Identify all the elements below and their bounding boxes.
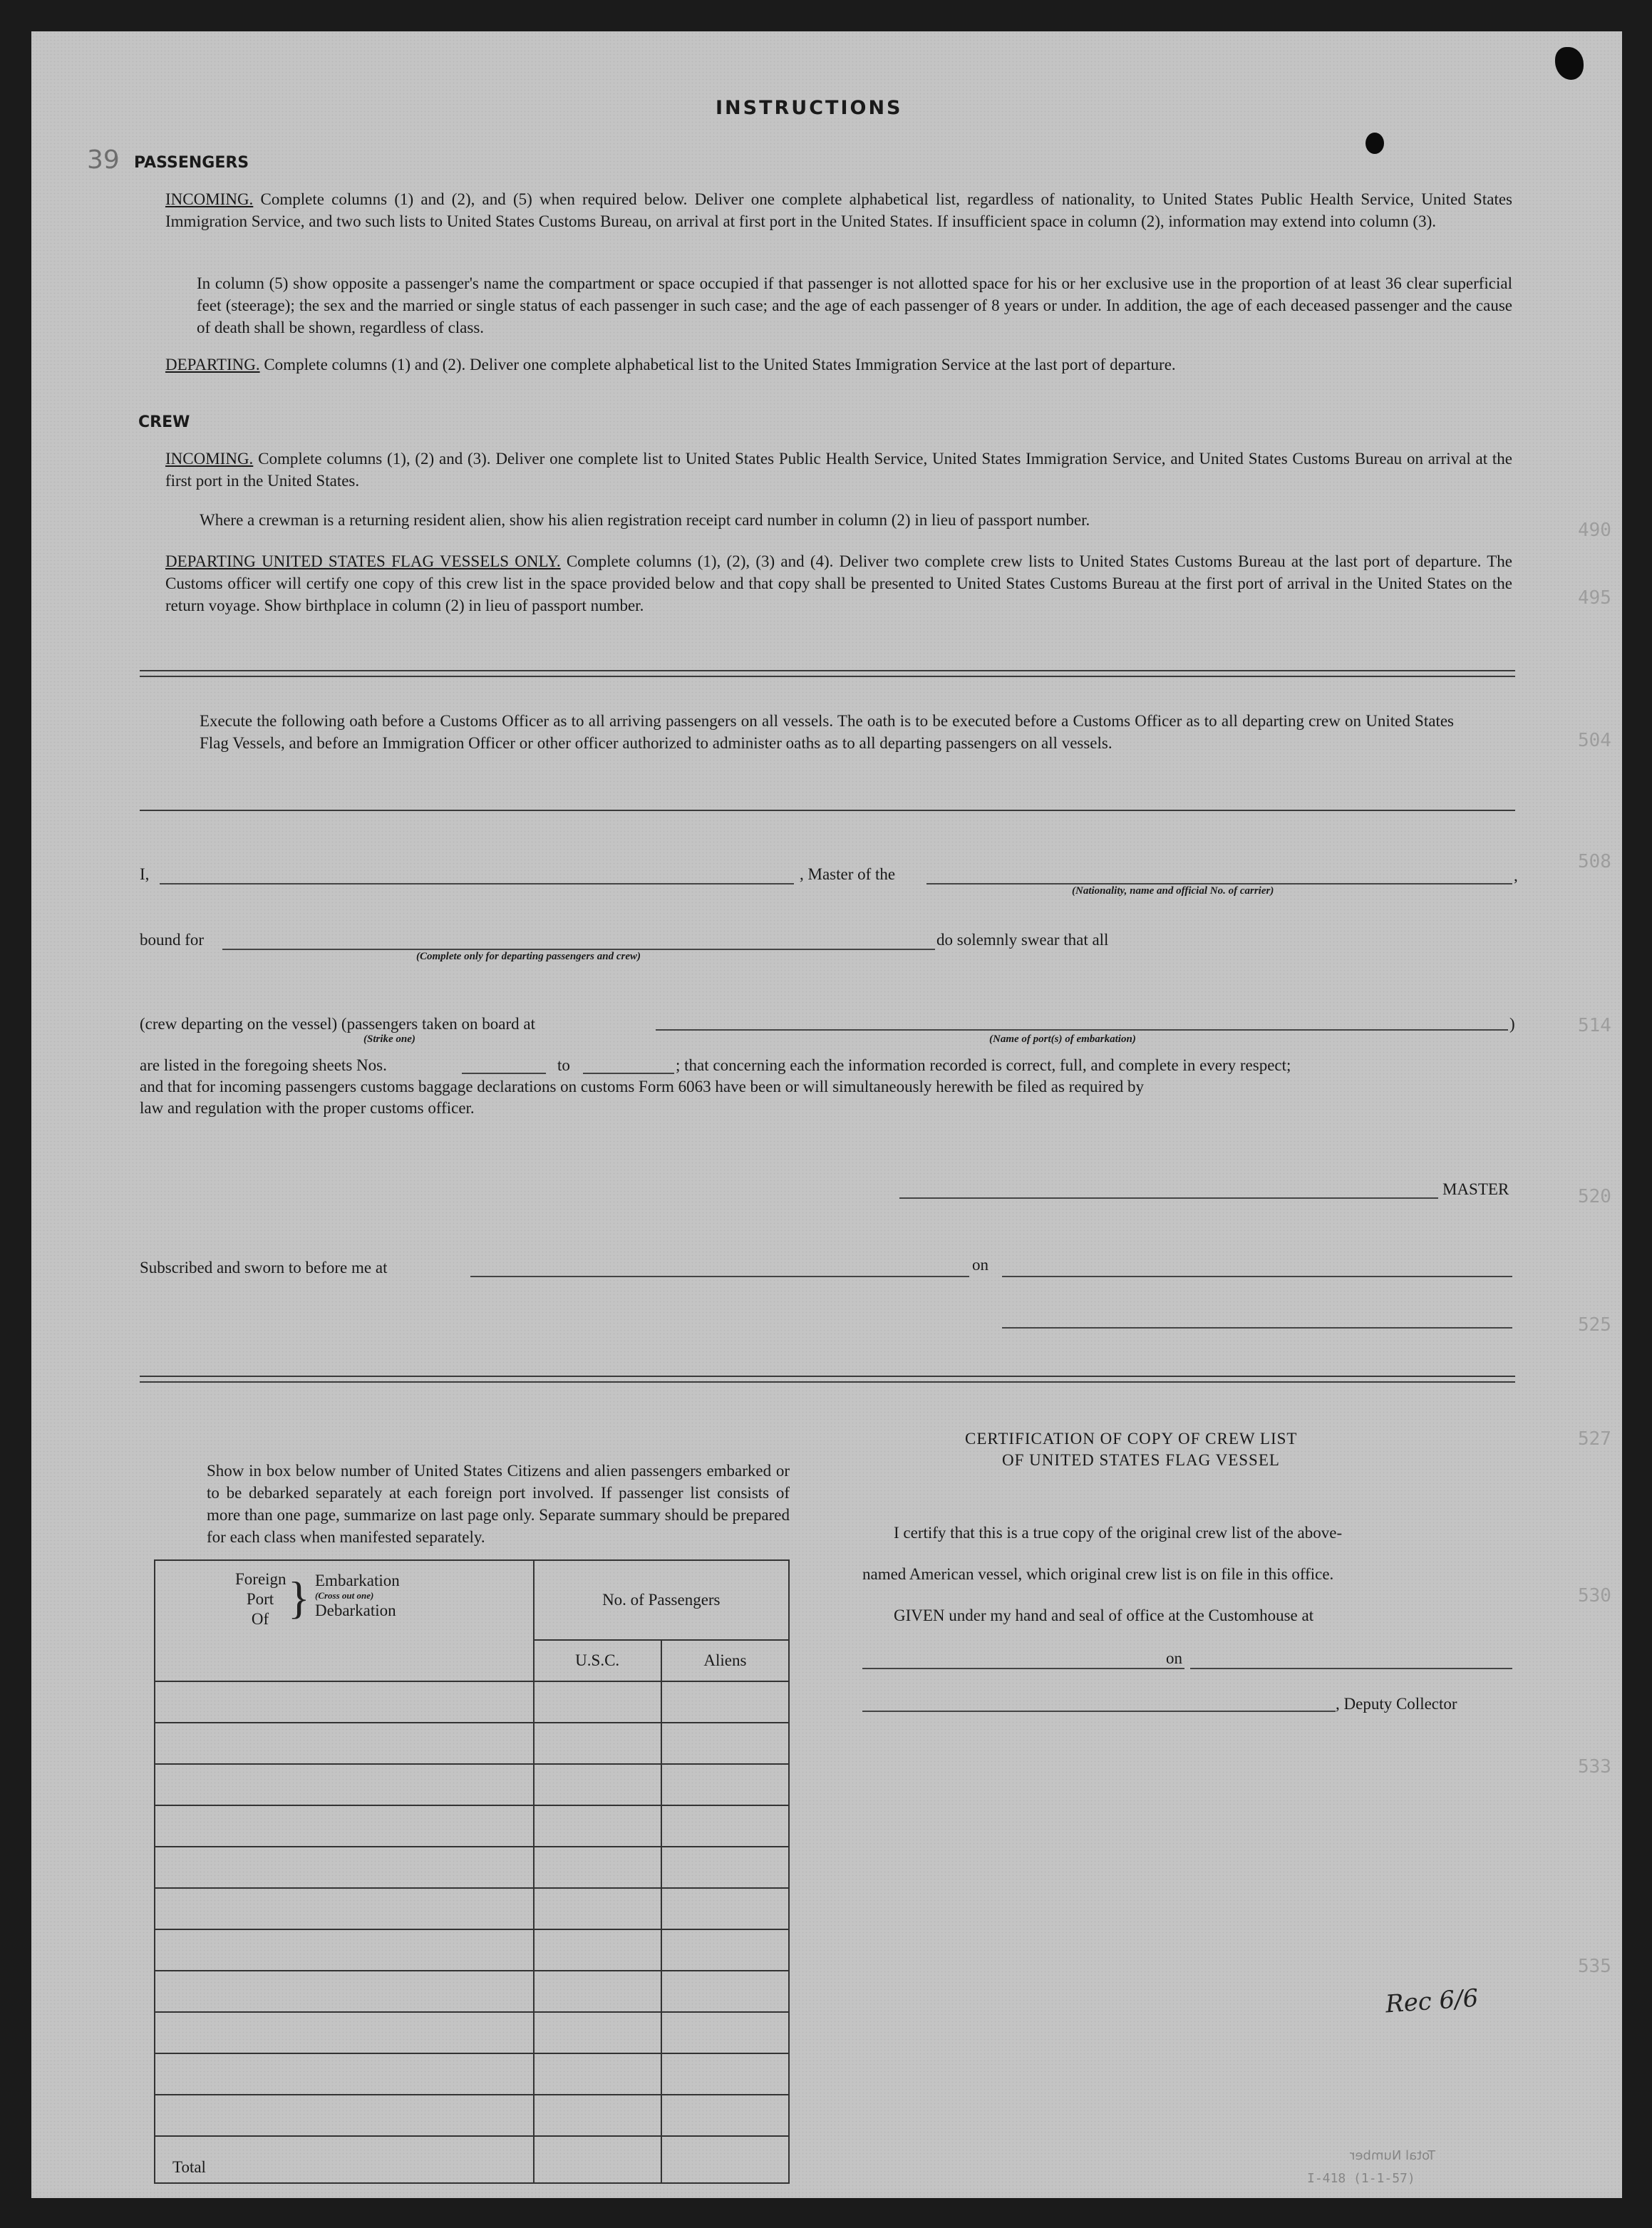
ink-blot-small [1366,133,1384,154]
crew-departing-text: Complete columns (1), (2), (3) and (4). Deliver two complete crew lists to United States Customs Bureau at the last port of departure. The Customs officer will certify one copy of this crew list in the space provided below and that copy shall be presented to United States Customs Bureau at the first port of arrival in the United States on the return voyage. Show birthplace in column (2) in lieu of passport number. [165,552,1512,614]
embarkation-port-field[interactable] [656,1029,1508,1031]
passengers-incoming-label: INCOMING. [165,190,254,208]
form-page: 490 495 504 508 514 520 525 527 530 533 535 39 INSTRUCTIONS PASSENGERS INCOMING. Complete columns (1) and (2), and (5) when required below. Deliver one complete alphabetical list, regardless of nationality, to United States Public Health Service, United States Immigration Service, and two such lists to United States Customs Bureau, on arrival at first port in the United States. If insufficient space in column (2), information may extend into column (3). In column (5) show opposite a passenger's name the compartment or space occupied if that passenger is not allotted space for his or her exclusive use in the proportion of at least 36 clear superficial feet (steerage); the sex and the married or single status of each passenger in such case; and the age of each passenger of 8 years or under. In addition, the age of each deceased passenger and the cause of death shall be shown, regardless of class. DEPARTING. Complete columns (1) and (2). Deliver one complete alphabetical list to the United States Immigration Service at the last port of departure. CREW INCOMING. Complete columns (1), (2) and (3). Deliver one complete list to United States Public Health Service, United States Immigration Service, and United States Customs Bureau on arrival at the first port in the United States. Where a crewman is a returning resident alien, show his alien registration receipt card number in column (2) in lieu of passport number. DEPARTING UNITED STATES FLAG VESSELS ONLY. Complete columns (1), (2), (3) and (4). Deliver two complete crew lists to United States Customs Bureau at the last port of departure. The Customs officer will certify one copy of this crew list in the space provided below and that copy shall be presented to United States Customs Bureau at the first port of arrival in the United States on the return voyage. Show birthplace in column (2) in lieu of passport number. Execute the following oath before a Customs Officer as to all arriving passengers on all vessels. The oath is to be executed before a Customs Officer as to all departing crew on United States Flag Vessels, and before an Immigration Officer or other officer authorized to administer oaths as to all departing passengers on all vessels. I, , Master of the , (Nationality, name and official No. of carrier) bound for (Complete only for departing passengers and crew) do solemnly swear that all (crew departing on the vessel) (passengers taken on board at ) (Strike one) (Name of port(s) of embarkation) are listed in the foregoing sheets Nos. to ; that concerning each the information recorded is correct, full, and complete in every respect; and that for incoming passengers customs baggage declarations on customs Form 6063 have been or will simultaneously herewith be filed as required by law and regulation with the proper customs officer. MASTER Subscribed and sworn to before me at on Show in box below number of United States Citizens and alien passengers embarked or to be debarked separately at each foreign port involved. If passenger list consists of more than one page, summarize on last page only. Separate summary should be prepared for each class when manifested separately. Foreign Port Of } Embarkation (Cross out one) Debarkation No. of Passengers U.S.C. Aliens Total CERTIFICATION OF COPY OF CREW LIST OF UNITED STATES FLAG VESSEL I certify that this is a true copy of the original crew list of the above- named American vessel, which original crew list is on file in this office. GIVEN under my hand and seal of office at the Customhouse at on , Deputy Collector Rec 6/6 Total Number I-418 (1-1-57) [31,31,1622,2198]
port-cell[interactable] [155,1971,534,2012]
complete-only-caption: (Complete only for departing passengers and crew) [416,951,641,962]
certification-title-1: CERTIFICATION OF COPY OF CREW LIST [965,1430,1298,1448]
aliens-cell[interactable] [661,1929,789,1971]
passengers-heading: PASSENGERS [134,154,249,172]
port-cell[interactable] [155,2095,534,2136]
usc-cell[interactable] [534,1888,661,1929]
certification-text-1: I certify that this is a true copy of the original crew list of the above- [894,1524,1343,1542]
margin-page-number: 39 [87,145,120,175]
bound-for-label: bound for [140,931,205,949]
crew-incoming-label: INCOMING. [165,450,254,468]
usc-header: U.S.C. [534,1640,661,1681]
port-cell[interactable] [155,1805,534,1847]
brace-icon: } [288,1572,310,1623]
port-cell[interactable] [155,1929,534,1971]
total-label: Total [155,2136,534,2183]
deputy-collector-label: , Deputy Collector [1336,1695,1457,1713]
certification-given: GIVEN under my hand and seal of office at the Customhouse at [894,1606,1314,1624]
passengers-departing-text: Complete columns (1) and (2). Deliver one complete alphabetical list to the United States Immigration Service at the last port of departure. [264,356,1176,373]
aliens-header: Aliens [661,1640,789,1681]
oath-i-label: I, [140,865,150,883]
passengers-departing-paragraph [165,354,1512,376]
sheets-label: are listed in the foregoing sheets Nos. [140,1056,387,1074]
carrier-field[interactable] [926,883,1512,885]
aliens-cell[interactable] [661,2095,789,2136]
usc-cell[interactable] [534,1847,661,1888]
aliens-cell[interactable] [661,1971,789,2012]
crew-heading: CREW [138,413,190,431]
passenger-summary-table [154,1559,790,2184]
separator-3 [140,1376,1515,1383]
usc-total-cell[interactable] [534,2136,661,2183]
master-signature-field[interactable] [899,1197,1438,1199]
master-of-label: , Master of the [800,865,896,883]
port-cell[interactable] [155,1681,534,1723]
strike-one-caption: (Strike one) [363,1033,415,1045]
aliens-cell[interactable] [661,2012,789,2053]
crew-departing-label: DEPARTING UNITED STATES FLAG VESSELS ONLY. [165,552,561,570]
port-header-foreign: Foreign [235,1570,286,1588]
subscribed-label: Subscribed and sworn to before me at [140,1259,388,1277]
usc-cell[interactable] [534,1929,661,1971]
close-paren: ) [1509,1015,1515,1033]
separator-1 [140,670,1515,677]
usc-cell[interactable] [534,2095,661,2136]
sworn-on-label: on [972,1256,988,1274]
passengers-column5-paragraph: In column (5) show opposite a passenger's name the compartment or space occupied if that passenger is not allotted space for his or her exclusive use in the proportion of at least 36 clear superficial feet (steerage); the sex and the married or single status of each passenger in such case; and the age of each passenger of 8 years or under. In addition, the age of each deceased passenger and the cause of death shall be shown, regardless of class. [197,274,1512,336]
crew-incoming-text: Complete columns (1), (2) and (3). Deliver one complete list to United States Public Health Service, United States Immigration Service, and United States Customs Bureau on arrival at the first port in the United States. [165,450,1513,490]
deputy-collector-field[interactable] [862,1711,1336,1712]
sworn-place-field[interactable] [470,1276,969,1277]
certification-date-field[interactable] [1190,1668,1512,1669]
handwritten-note: Rec 6/6 [1384,1984,1480,2019]
ink-blot-top-right [1555,47,1584,80]
sheets-to-label: to [557,1056,570,1074]
oath-line-2: and that for incoming passengers customs baggage declarations on customs Form 6063 have been or will simultaneously herewith be filed as required by [140,1078,1145,1095]
oath-intro: Execute the following oath before a Customs Officer as to all arriving passengers on all vessels. The oath is to be executed before a Customs Officer as to all departing crew on United States Flag Vessels, and before an Immigration Officer or other officer authorized to administer oaths as to all departing passengers on all vessels. [200,712,1454,752]
aliens-cell[interactable] [661,1847,789,1888]
nationality-caption: (Nationality, name and official No. of carrier) [1072,885,1274,897]
carrier-field-comma: , [1514,867,1518,885]
master-label: MASTER [1442,1180,1509,1198]
usc-cell[interactable] [534,1764,661,1805]
aliens-cell[interactable] [661,1764,789,1805]
usc-cell[interactable] [534,1723,661,1764]
sheet-to-field[interactable] [583,1073,674,1074]
passengers-incoming-text: Complete columns (1) and (2), and (5) when required below. Deliver one complete alphabetical list, regardless of nationality, to United States Public Health Service, United States Immigration Service, and two such lists to United States Customs Bureau, on arrival at first port in the United States. If insufficient space in column (2), information may extend into column (3). [165,190,1512,230]
embarkation-option[interactable]: Embarkation [315,1572,400,1589]
ports-caption: (Name of port(s) of embarkation) [989,1033,1136,1045]
port-header-of: Of [251,1610,269,1628]
passengers-departing-label: DEPARTING. [165,356,260,373]
certification-title-2: OF UNITED STATES FLAG VESSEL [1002,1451,1280,1469]
certification-text-2: named American vessel, which original crew list is on file in this office. [862,1565,1334,1583]
bound-for-field[interactable] [222,949,935,950]
certification-on-label: on [1166,1649,1182,1667]
port-cell[interactable] [155,1888,534,1929]
swear-label: do solemnly swear that all [936,931,1109,949]
footer-total-number: Total Number [1350,2148,1436,2163]
aliens-cell[interactable] [661,1723,789,1764]
separator-2 [140,810,1515,811]
sheet-from-field[interactable] [462,1073,546,1074]
footer-form-number: I-418 (1-1-57) [1307,2171,1415,2186]
customhouse-field[interactable] [862,1668,1184,1669]
usc-cell[interactable] [534,1971,661,2012]
sheets-continuation: ; that concerning each the information recorded is correct, full, and complete in every respect; [676,1056,1291,1074]
crew-departing-oath: (crew departing on the vessel) (passengers taken on board at [140,1015,535,1033]
aliens-cell[interactable] [661,1681,789,1723]
port-header-cell [155,1560,534,1681]
port-cell[interactable] [155,1764,534,1805]
port-cell[interactable] [155,2012,534,2053]
sworn-date-field[interactable] [1002,1276,1512,1277]
debarkation-option[interactable]: Debarkation [315,1602,396,1619]
usc-cell[interactable] [534,2053,661,2095]
cross-out-caption: (Cross out one) [315,1590,374,1601]
passengers-incoming-paragraph [165,188,1512,232]
crew-incoming-paragraph [165,448,1512,492]
no-of-passengers-header: No. of Passengers [534,1560,789,1640]
aliens-cell[interactable] [661,1805,789,1847]
usc-cell[interactable] [534,1681,661,1723]
port-cell[interactable] [155,1723,534,1764]
sworn-officer-field[interactable] [1002,1327,1512,1329]
usc-cell[interactable] [534,1805,661,1847]
aliens-cell[interactable] [661,1888,789,1929]
crew-departing-paragraph [165,550,1512,617]
port-cell[interactable] [155,2053,534,2095]
port-header-port: Port [246,1590,274,1608]
aliens-total-cell[interactable] [661,2136,789,2183]
crew-alien-paragraph: Where a crewman is a returning resident alien, show his alien registration receipt card number in column (2) in lieu of passport number. [200,511,1090,529]
page-title: INSTRUCTIONS [716,97,903,119]
summary-instructions: Show in box below number of United States Citizens and alien passengers embarked or to be debarked separately at each foreign port involved. If passenger list consists of more than one page, summarize on last page only. Separate summary should be prepared for each class when manifested separately. [207,1462,790,1546]
port-cell[interactable] [155,1847,534,1888]
master-name-field[interactable] [160,883,794,885]
usc-cell[interactable] [534,2012,661,2053]
oath-line-3: law and regulation with the proper customs officer. [140,1099,475,1117]
aliens-cell[interactable] [661,2053,789,2095]
